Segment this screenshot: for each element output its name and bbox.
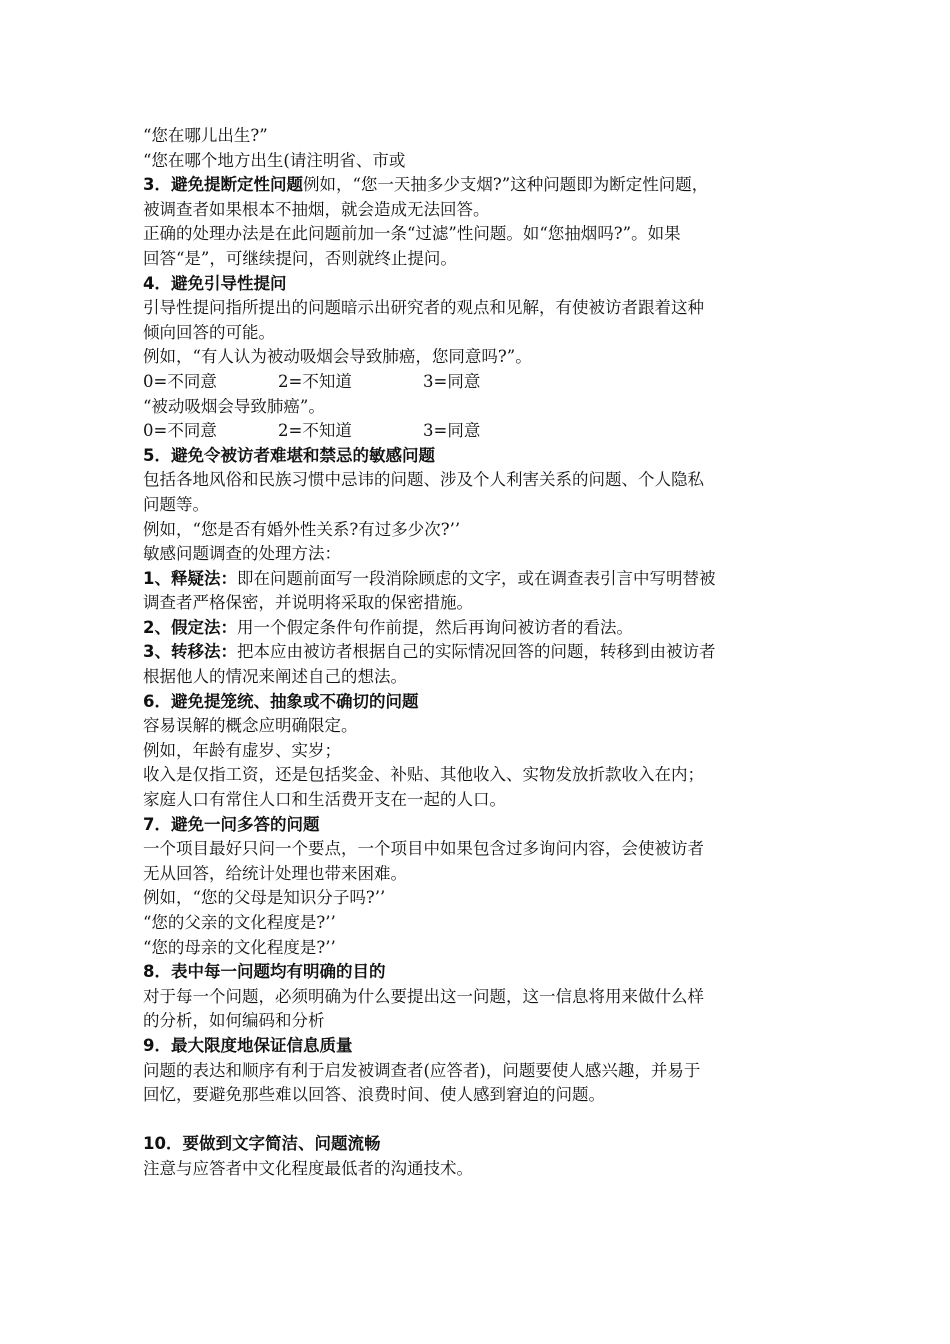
- section-8-heading: 8．表中每一问题均有明确的目的: [143, 962, 386, 982]
- option-unknown: 2=不知道: [278, 421, 352, 441]
- section-3-text: 例如，“您一天抽多少支烟?”这种问题即为断定性问题，: [302, 175, 709, 195]
- answer-options-a: [143, 370, 813, 395]
- section-6-heading: 6．避免提笼统、抽象或不确切的问题: [143, 691, 419, 711]
- option-disagree: 0=不同意: [143, 421, 217, 441]
- document-body: [143, 124, 813, 1182]
- method-1-label: 1、释疑法：: [143, 568, 237, 588]
- text-line: 问题等。: [143, 494, 209, 514]
- method-1-text: 即在问题前面写一段消除顾虑的文字，或在调查表引言中写明替被: [236, 568, 716, 588]
- text-line: 无从回答，给统计处理也带来困难。: [143, 863, 407, 883]
- text-line: “您的父亲的文化程度是?’’: [143, 913, 336, 932]
- option-agree: 3=同意: [423, 421, 481, 441]
- text-line: 包括各地风俗和民族习惯中忌讳的问题、涉及个人利害关系的问题、个人隐私: [143, 470, 704, 490]
- section-4-heading: 4．避免引导性提问: [143, 273, 287, 293]
- text-line: “您在哪个地方出生(请注明省、市或: [143, 150, 406, 170]
- text-line: 敏感问题调查的处理方法：: [143, 544, 341, 564]
- text-line: 例如，“您是否有婚外性关系?有过多少次?’’: [143, 519, 461, 539]
- text-line: 容易误解的概念应明确限定。: [143, 716, 358, 736]
- text-line: “您的母亲的文化程度是?’’: [143, 937, 336, 957]
- text-line: 回忆，要避免那些难以回答、浪费时间、使人感到窘迫的问题。: [143, 1085, 605, 1105]
- text-line: 注意与应答者中文化程度最低者的沟通技术。: [143, 1158, 473, 1178]
- section-3: [143, 173, 813, 198]
- text-line: 调查者严格保密，并说明将采取的保密措施。: [143, 593, 473, 613]
- option-unknown: 2=不知道: [278, 371, 352, 391]
- text-line: “您在哪儿出生?”: [143, 126, 268, 145]
- method-3-label: 3、转移法：: [143, 642, 237, 662]
- section-7-heading: 7．避免一问多答的问题: [143, 814, 320, 834]
- option-agree: 3=同意: [423, 371, 481, 391]
- method-2-text: 用一个假定条件句作前提，然后再询问被访者的看法。: [236, 617, 633, 637]
- text-line: 一个项目最好只问一个要点，一个项目中如果包含过多询问内容，会使被访者: [143, 839, 704, 859]
- method-3: [143, 640, 813, 665]
- method-2: [143, 616, 813, 641]
- section-9-heading: 9．最大限度地保证信息质量: [143, 1035, 353, 1055]
- text-line: 对于每一个问题，必须明确为什么要提出这一问题，这一信息将用来做什么样: [143, 986, 704, 1006]
- answer-options-b: [143, 419, 813, 444]
- text-line: 正确的处理办法是在此问题前加一条“过滤”性问题。如“您抽烟吗?”。如果: [143, 224, 681, 244]
- section-3-heading: 3．避免提断定性问题: [143, 175, 303, 195]
- text-line: 例如，“有人认为被动吸烟会导致肺癌，您同意吗?”。: [143, 347, 532, 367]
- option-disagree: 0=不同意: [143, 371, 217, 391]
- text-line: 的分析，如何编码和分析: [143, 1011, 325, 1031]
- blank-line: [143, 1108, 813, 1133]
- method-3-text: 把本应由被访者根据自己的实际情况回答的问题，转移到由被访者: [236, 642, 716, 662]
- text-line: 引导性提问指所提出的问题暗示出研究者的观点和见解，有使被访者跟着这种: [143, 298, 704, 318]
- section-5-heading: 5．避免令被访者难堪和禁忌的敏感问题: [143, 445, 435, 465]
- text-line: 根据他人的情况来阐述自己的想法。: [143, 667, 407, 687]
- text-line: 倾向回答的可能。: [143, 322, 275, 342]
- text-line: 问题的表达和顺序有利于启发被调查者(应答者)，问题要使人感兴趣，并易于: [143, 1060, 701, 1080]
- text-line: 被调查者如果根本不抽烟，就会造成无法回答。: [143, 199, 490, 219]
- text-line: 收入是仅指工资，还是包括奖金、补贴、其他收入、实物发放折款收入在内；: [143, 765, 704, 785]
- text-line: 例如，年龄有虚岁、实岁；: [143, 740, 341, 760]
- method-1: [143, 567, 813, 592]
- section-10-heading: 10．要做到文字简洁、问题流畅: [143, 1134, 381, 1154]
- text-line: “被动吸烟会导致肺癌”。: [143, 396, 325, 416]
- text-line: 家庭人口有常住人口和生活费开支在一起的人口。: [143, 790, 506, 810]
- method-2-label: 2、假定法：: [143, 617, 237, 637]
- text-line: 回答“是”，可继续提问，否则就终止提问。: [143, 248, 457, 268]
- text-line: 例如，“您的父母是知识分子吗?’’: [143, 888, 386, 908]
